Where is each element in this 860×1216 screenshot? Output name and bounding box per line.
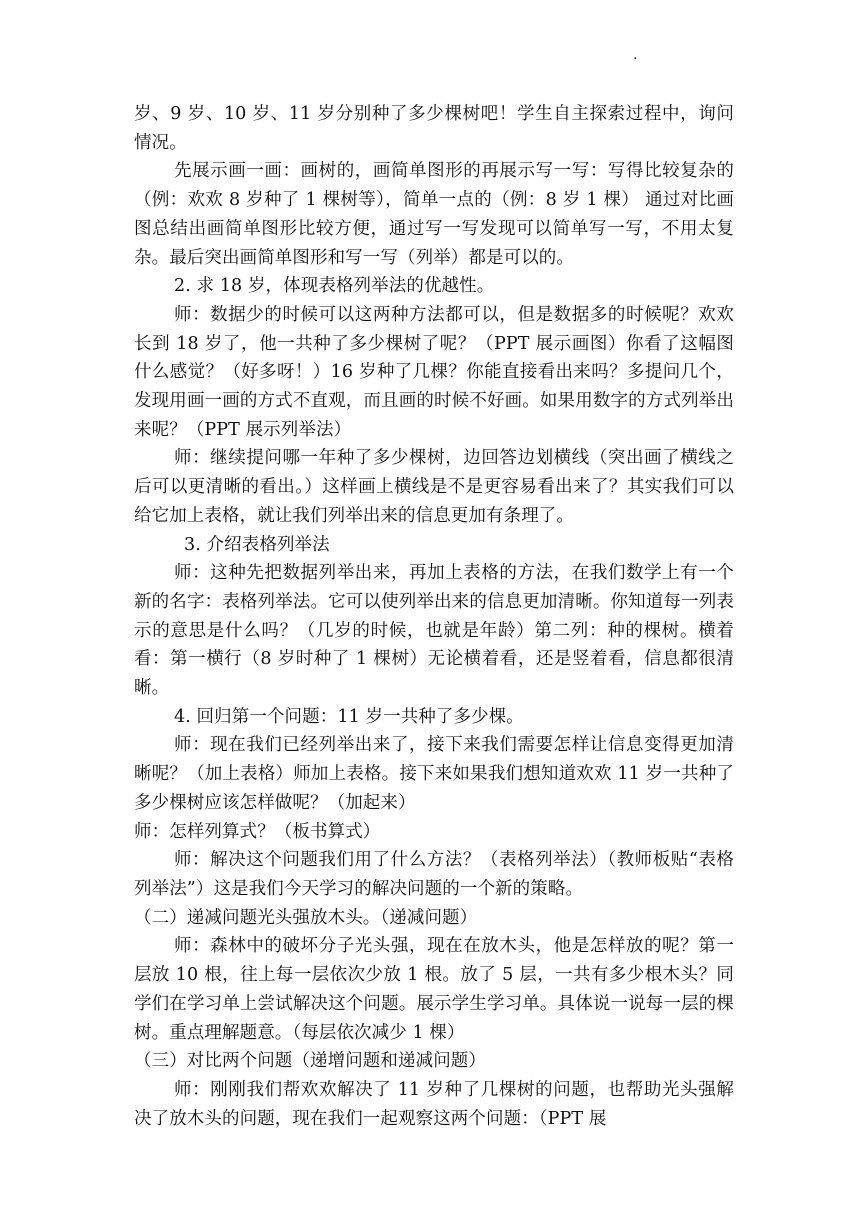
paragraph: 4. 回归第一个问题：11 岁一共种了多少棵。 bbox=[174, 706, 524, 727]
paragraph: 师：解决这个问题我们用了什么方法？（表格列举法）（教师板贴“表格列举法”）这是我们今天学习的解决问题的一个新的策略。 bbox=[134, 850, 734, 899]
document-body bbox=[134, 100, 734, 1133]
paragraph: 师：数据少的时候可以这两种方法都可以，但是数据多的时候呢？欢欢长到 18 岁了，他一共种了多少棵树了呢？（PPT 展示画图）你看了这幅图什么感觉？（好多呀！）16 岁种了几棵？你能直接看出来吗？多提问几个，发现用画一画的方式不直观，而且画的时候不好画。如果用数字的方式列举出来呢？（PPT 展示列举法） bbox=[134, 304, 734, 440]
paragraph: 师：继续提问哪一年种了多少棵树，边回答边划横线（突出画了横线之后可以更清晰的看出。）这样画上横线是不是更容易看出来了？其实我们可以给它加上表格，就让我们列举出来的信息更加有条理了。 bbox=[134, 448, 734, 526]
paragraph: （二）递减问题光头强放木头。（递减问题） bbox=[134, 907, 478, 928]
paragraph: 2. 求 18 岁，体现表格列举法的优越性。 bbox=[174, 276, 495, 297]
paragraph: 师：怎样列算式？（板书算式） bbox=[134, 821, 381, 842]
paragraph: 师：森林中的破坏分子光头强，现在在放木头，他是怎样放的呢？第一层放 10 根，往上每一层依次少放 1 根。放了 5 层，一共有多少根木头？同学们在学习单上尝试解决这个问题。展示学生学习单。具体说一说每一层的棵树。重点理解题意。（每层依次减少 1 棵） bbox=[134, 936, 734, 1043]
paragraph: 先展示画一画：画树的，画简单图形的再展示写一写：写得比较复杂的（例：欢欢 8 岁种了 1 棵树等），简单一点的（例：8 岁 1 棵） 通过对比画图总结出画简单图形比较方便，通过写一写发现可以简单写一写，不用太复杂。最后突出画简单图形和写一写（列举）都是可以的。 bbox=[134, 161, 734, 268]
page-top-mark: · bbox=[633, 51, 638, 67]
paragraph: 岁、9 岁、10 岁、11 岁分别种了多少棵树吧！学生自主探索过程中，询问情况。 bbox=[134, 104, 734, 153]
paragraph: 师：现在我们已经列举出来了，接下来我们需要怎样让信息变得更加清晰呢？（加上表格）师加上表格。接下来如果我们想知道欢欢 11 岁一共种了多少棵树应该怎样做呢？（加起来） bbox=[134, 735, 734, 813]
paragraph: （三）对比两个问题（递增问题和递减问题） bbox=[134, 1051, 486, 1072]
paragraph: 师：刚刚我们帮欢欢解决了 11 岁种了几棵树的问题，也帮助光头强解决了放木头的问题，现在我们一起观察这两个问题：（PPT 展 bbox=[134, 1079, 734, 1129]
paragraph: 3. 介绍表格列举法 bbox=[184, 534, 330, 555]
paragraph: 师：这种先把数据列举出来，再加上表格的方法，在我们数学上有一个新的名字：表格列举法。它可以使列举出来的信息更加清晰。你知道每一列表示的意思是什么吗？（几岁的时候，也就是年龄）第二列：种的棵树。横着看：第一横行（8 岁时种了 1 棵树）无论横着看，还是竖着看，信息都很清晰。 bbox=[134, 563, 734, 699]
